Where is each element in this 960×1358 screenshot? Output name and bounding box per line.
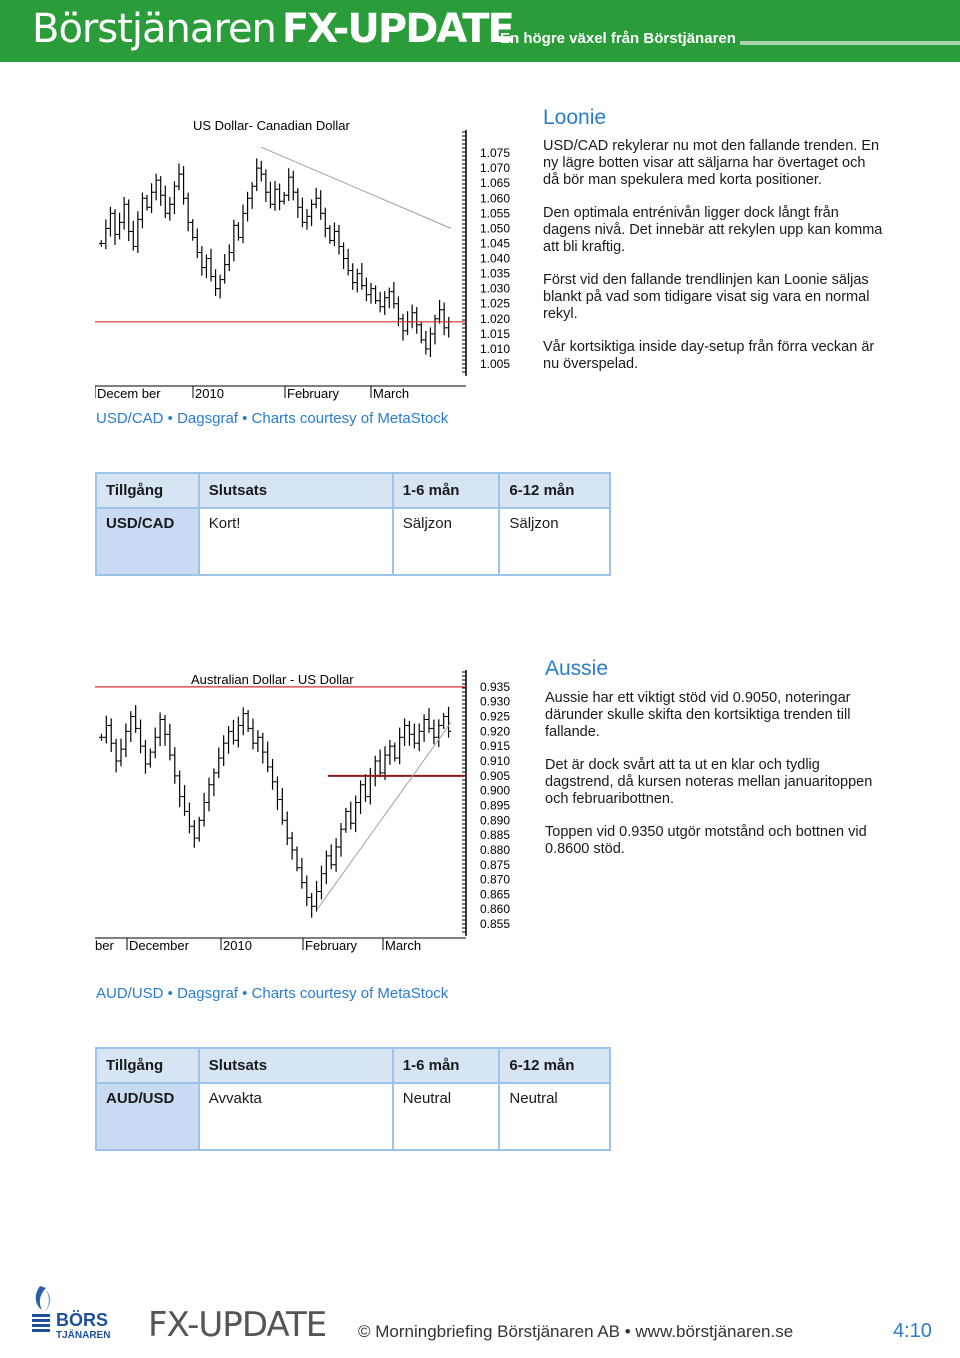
ohlc-bar bbox=[99, 240, 104, 246]
x-tick-label: ber bbox=[95, 938, 114, 953]
x-tick-label: 2010 bbox=[195, 386, 224, 401]
ohlc-bar bbox=[128, 711, 133, 742]
ohlc-bar bbox=[197, 817, 202, 842]
ohlc-bar bbox=[373, 756, 378, 787]
ohlc-bar bbox=[231, 720, 236, 745]
y-tick-label: 1.040 bbox=[480, 251, 511, 266]
ohlc-bar bbox=[181, 166, 186, 205]
table-cell: AUD/USD bbox=[96, 1083, 199, 1150]
ohlc-bar bbox=[363, 774, 368, 802]
ohlc-bar bbox=[109, 718, 114, 752]
ohlc-bar bbox=[270, 759, 275, 790]
ohlc-bar bbox=[346, 249, 351, 276]
ohlc-bar bbox=[158, 712, 163, 746]
usdcad-caption: USD/CAD • Dagsgraf • Charts courtesy of MetaStock bbox=[96, 410, 449, 427]
ohlc-bar bbox=[410, 305, 415, 329]
table-header: 6-12 mån bbox=[499, 1048, 610, 1083]
table-cell: Neutral bbox=[393, 1083, 500, 1150]
ohlc-bar bbox=[428, 327, 433, 357]
ohlc-bar bbox=[251, 719, 256, 750]
ohlc-bar bbox=[369, 283, 374, 304]
ohlc-bar bbox=[268, 182, 273, 209]
y-tick-label: 0.905 bbox=[480, 768, 511, 783]
ohlc-bar bbox=[177, 164, 182, 191]
ohlc-bar bbox=[314, 188, 319, 209]
y-tick-label: 0.900 bbox=[480, 783, 511, 798]
usdcad-table bbox=[95, 472, 611, 576]
table-header: Slutsats bbox=[199, 1048, 393, 1083]
audusd-caption: AUD/USD • Dagsgraf • Charts courtesy of MetaStock bbox=[96, 985, 449, 1002]
ohlc-bar bbox=[285, 811, 290, 845]
ohlc-bar bbox=[309, 199, 314, 226]
chart-title: US Dollar- Canadian Dollar bbox=[193, 118, 350, 133]
ohlc-bar bbox=[117, 213, 122, 240]
ohlc-bar bbox=[327, 225, 332, 244]
ohlc-bar bbox=[387, 740, 392, 765]
ohlc-bar bbox=[138, 720, 143, 754]
ohlc-bar bbox=[218, 275, 223, 299]
table-header: 1-6 mån bbox=[393, 1048, 500, 1083]
ohlc-bar bbox=[163, 186, 168, 219]
ohlc-bar bbox=[318, 190, 323, 220]
usdcad-chart bbox=[95, 108, 530, 408]
table-header-row bbox=[96, 1048, 610, 1083]
ohlc-bar bbox=[145, 195, 150, 211]
brand-title bbox=[32, 6, 513, 52]
ohlc-bar bbox=[423, 331, 428, 355]
audusd-table bbox=[95, 1047, 611, 1151]
audusd-chart bbox=[95, 662, 530, 962]
ohlc-bar bbox=[392, 743, 397, 762]
ohlc-bar bbox=[309, 893, 314, 918]
ohlc-bar bbox=[353, 795, 358, 832]
trendline bbox=[317, 722, 451, 909]
ohlc-bar bbox=[378, 750, 383, 778]
aussie-title: Aussie bbox=[545, 657, 609, 680]
table-row bbox=[96, 1083, 610, 1150]
ohlc-bar bbox=[104, 716, 109, 744]
ohlc-bar bbox=[126, 199, 131, 241]
loonie-paragraph: Den optimala entrénivån ligger dock långt från dagens nivå. Det innebär att rekylen upp kan komma att bli kraftig. bbox=[543, 205, 883, 255]
table-cell: Kort! bbox=[199, 508, 393, 575]
ohlc-bar bbox=[273, 181, 278, 211]
table-cell: Säljzon bbox=[499, 508, 610, 575]
brand-fx-update: FX-UPDATE bbox=[281, 6, 513, 52]
x-tick-label: March bbox=[373, 386, 410, 401]
ohlc-bar bbox=[195, 228, 200, 258]
ohlc-bar bbox=[204, 254, 209, 278]
ohlc-bar bbox=[207, 778, 212, 812]
ohlc-bar bbox=[199, 246, 204, 276]
ohlc-bar bbox=[259, 161, 264, 182]
ohlc-bar bbox=[422, 714, 427, 742]
ohlc-bar bbox=[299, 858, 304, 889]
loonie-paragraph: Först vid den fallande trendlinjen kan Loonie säljas blankt på vad som tidigare visat sig vara en normal rekyl. bbox=[543, 272, 870, 322]
y-tick-label: 0.915 bbox=[480, 739, 511, 754]
y-tick-label: 1.065 bbox=[480, 176, 511, 191]
brand-name: Börstjänaren bbox=[32, 6, 276, 52]
ohlc-bar bbox=[99, 734, 104, 741]
ohlc-bar bbox=[260, 733, 265, 764]
ohlc-bar bbox=[172, 181, 177, 214]
ohlc-bar bbox=[446, 707, 451, 738]
ohlc-bar bbox=[255, 730, 260, 752]
y-tick-label: 0.925 bbox=[480, 709, 511, 724]
ohlc-bar bbox=[368, 768, 373, 805]
ohlc-bar bbox=[123, 723, 128, 757]
ohlc-bar bbox=[236, 222, 241, 241]
y-tick-label: 1.070 bbox=[480, 161, 511, 176]
ohlc-bar bbox=[300, 198, 305, 228]
table-cell: Säljzon bbox=[393, 508, 500, 575]
ohlc-bar bbox=[402, 718, 407, 746]
ohlc-bar bbox=[441, 713, 446, 729]
ohlc-bar bbox=[213, 269, 218, 296]
ohlc-bar bbox=[114, 739, 119, 773]
ohlc-bar bbox=[407, 721, 412, 746]
y-tick-label: 0.870 bbox=[480, 872, 511, 887]
ohlc-bar bbox=[437, 300, 442, 324]
ohlc-bar bbox=[167, 724, 172, 761]
ohlc-bar bbox=[373, 285, 378, 304]
x-tick-label: February bbox=[287, 386, 340, 401]
ohlc-bar bbox=[277, 184, 282, 211]
table-header: 1-6 mån bbox=[393, 473, 500, 508]
ohlc-bar bbox=[154, 174, 159, 201]
ohlc-bar bbox=[245, 192, 250, 222]
ohlc-bar bbox=[355, 269, 360, 293]
y-tick-label: 0.860 bbox=[480, 902, 511, 917]
ohlc-bar bbox=[250, 182, 255, 209]
y-tick-label: 0.910 bbox=[480, 754, 511, 769]
ohlc-bar bbox=[332, 222, 337, 246]
table-cell: Neutral bbox=[499, 1083, 610, 1150]
borstjanaren-logo bbox=[30, 1282, 134, 1342]
y-tick-label: 0.890 bbox=[480, 813, 511, 828]
y-tick-label: 0.875 bbox=[480, 857, 511, 872]
ohlc-bar bbox=[172, 747, 177, 784]
ohlc-bar bbox=[254, 158, 259, 191]
x-tick-label: Decem ber bbox=[97, 386, 161, 401]
ohlc-bar bbox=[119, 739, 124, 767]
ohlc-bar bbox=[133, 705, 138, 733]
ohlc-bar bbox=[334, 838, 339, 872]
ohlc-bar bbox=[246, 710, 251, 732]
ohlc-bar bbox=[182, 785, 187, 816]
y-tick-label: 1.030 bbox=[480, 281, 511, 296]
ohlc-bar bbox=[431, 720, 436, 745]
ohlc-bar bbox=[227, 244, 232, 271]
y-tick-label: 0.855 bbox=[480, 917, 511, 932]
table-header-row bbox=[96, 473, 610, 508]
ohlc-bar bbox=[341, 242, 346, 269]
ohlc-bar bbox=[186, 193, 191, 232]
y-tick-label: 1.045 bbox=[480, 236, 511, 251]
ohlc-bar bbox=[113, 209, 118, 245]
y-tick-label: 0.935 bbox=[480, 679, 511, 694]
ohlc-bar bbox=[348, 802, 353, 830]
table-header: Slutsats bbox=[199, 473, 393, 508]
ohlc-bar bbox=[275, 776, 280, 810]
ohlc-bar bbox=[391, 282, 396, 309]
table-header: 6-12 mån bbox=[499, 473, 610, 508]
ohlc-bar bbox=[177, 771, 182, 808]
y-tick-label: 0.885 bbox=[480, 828, 511, 843]
loonie-title: Loonie bbox=[543, 106, 607, 129]
aussie-paragraph: Toppen vid 0.9350 utgör motstånd och bottnen vid 0.8600 stöd. bbox=[545, 824, 867, 857]
loonie-text bbox=[543, 138, 883, 389]
ohlc-bar bbox=[103, 219, 108, 249]
ohlc-bar bbox=[108, 207, 113, 237]
ohlc-bar bbox=[140, 193, 145, 229]
y-tick-label: 0.895 bbox=[480, 798, 511, 813]
x-tick-label: 2010 bbox=[223, 938, 252, 953]
ohlc-bar bbox=[263, 169, 268, 202]
ohlc-bar bbox=[187, 803, 192, 834]
y-tick-label: 1.010 bbox=[480, 341, 511, 356]
y-tick-label: 1.050 bbox=[480, 221, 511, 236]
ohlc-bar bbox=[350, 263, 355, 290]
x-tick-label: February bbox=[305, 938, 358, 953]
table-header: Tillgång bbox=[96, 473, 199, 508]
ohlc-bar bbox=[329, 844, 334, 869]
ohlc-bar bbox=[295, 188, 300, 218]
ohlc-bar bbox=[135, 211, 140, 253]
aussie-text bbox=[545, 690, 885, 874]
ohlc-bar bbox=[202, 793, 207, 827]
header-rule bbox=[740, 41, 960, 45]
aussie-paragraph: Det är dock svårt att ta ut en klar och tydlig dagstrend, då kursen noteras mellan januaritoppen och februaribottnen. bbox=[545, 757, 873, 807]
ohlc-bar bbox=[417, 723, 422, 751]
ohlc-bar bbox=[324, 851, 329, 885]
ohlc-bar bbox=[163, 715, 168, 746]
y-tick-label: 1.055 bbox=[480, 206, 511, 221]
ohlc-bar bbox=[131, 221, 136, 251]
y-tick-label: 0.865 bbox=[480, 887, 511, 902]
ohlc-bar bbox=[446, 317, 451, 338]
ohlc-bar bbox=[231, 220, 236, 262]
y-tick-label: 1.035 bbox=[480, 266, 511, 281]
table-row bbox=[96, 508, 610, 575]
ohlc-bar bbox=[153, 728, 158, 759]
footer-copyright: © Morningbriefing Börstjänaren AB • www.börstjänaren.se bbox=[358, 1322, 794, 1341]
ohlc-bar bbox=[427, 708, 432, 733]
butterfly-wing-icon bbox=[44, 1290, 50, 1312]
ohlc-bar bbox=[158, 176, 163, 206]
ohlc-bar bbox=[148, 749, 153, 768]
y-tick-label: 1.005 bbox=[480, 356, 511, 371]
ohlc-bar bbox=[143, 740, 148, 774]
ohlc-bar bbox=[358, 780, 363, 814]
ohlc-bar bbox=[192, 820, 197, 848]
ohlc-bar bbox=[378, 292, 383, 313]
y-tick-label: 0.920 bbox=[480, 724, 511, 739]
ohlc-bar bbox=[343, 808, 348, 833]
ohlc-bar bbox=[226, 726, 231, 754]
ohlc-bar bbox=[286, 168, 291, 201]
ohlc-bar bbox=[222, 254, 227, 284]
ohlc-bar bbox=[433, 315, 438, 345]
ohlc-bar bbox=[337, 225, 342, 255]
x-tick-label: December bbox=[129, 938, 189, 953]
ohlc-bar bbox=[414, 307, 419, 334]
ohlc-bar bbox=[291, 171, 296, 201]
ohlc-bar bbox=[167, 197, 172, 221]
ohlc-bar bbox=[211, 768, 216, 796]
ohlc-bar bbox=[323, 208, 328, 238]
footer-fx-update: FX-UPDATE bbox=[148, 1305, 327, 1345]
ohlc-bar bbox=[305, 209, 310, 230]
ohlc-bar bbox=[339, 823, 344, 857]
ohlc-bar bbox=[290, 832, 295, 860]
ohlc-bar bbox=[216, 747, 221, 778]
table-header: Tillgång bbox=[96, 1048, 199, 1083]
y-tick-label: 1.015 bbox=[480, 326, 511, 341]
y-tick-label: 1.075 bbox=[480, 146, 511, 161]
logo-line1: BÖRS bbox=[56, 1310, 109, 1330]
brand-tagline: En högre växel från Börstjänaren bbox=[500, 30, 736, 47]
ohlc-bar bbox=[304, 876, 309, 907]
ohlc-bar bbox=[319, 866, 324, 900]
ohlc-bar bbox=[241, 204, 246, 243]
ohlc-bar bbox=[282, 192, 287, 205]
ohlc-bar bbox=[412, 724, 417, 749]
ohlc-bar bbox=[236, 717, 241, 748]
loonie-paragraph: Vår kortsiktiga inside day-setup från förra veckan är nu överspelad. bbox=[543, 339, 875, 372]
ohlc-bar bbox=[387, 288, 392, 309]
ohlc-bar bbox=[419, 322, 424, 344]
y-tick-label: 0.880 bbox=[480, 842, 511, 857]
ohlc-bar bbox=[401, 314, 406, 341]
ohlc-bar bbox=[382, 291, 387, 315]
ohlc-bar bbox=[397, 728, 402, 765]
ohlc-bar bbox=[149, 183, 154, 213]
ohlc-bar bbox=[265, 742, 270, 773]
ohlc-bar bbox=[241, 707, 246, 735]
ohlc-bar bbox=[359, 263, 364, 290]
ohlc-bar bbox=[209, 249, 214, 282]
y-tick-label: 0.930 bbox=[480, 694, 511, 709]
ohlc-bar bbox=[405, 311, 410, 335]
y-tick-label: 1.020 bbox=[480, 311, 511, 326]
trendline bbox=[261, 147, 451, 228]
butterfly-icon bbox=[36, 1286, 46, 1310]
table-cell: Avvakta bbox=[199, 1083, 393, 1150]
ohlc-bar bbox=[190, 219, 195, 241]
x-tick-label: March bbox=[385, 938, 422, 953]
y-tick-label: 1.025 bbox=[480, 296, 511, 311]
loonie-paragraph: USD/CAD rekylerar nu mot den fallande trenden. En ny lägre botten visar att säljarna har övertaget och då bör man spekulera med korta positioner. bbox=[543, 138, 880, 188]
aussie-paragraph: Aussie har ett viktigt stöd vid 0.9050, noteringar därunder skulle skifta den kortsiktiga trenden till fallande. bbox=[545, 690, 851, 740]
ohlc-bar bbox=[442, 302, 447, 335]
logo-line2: TJÄNAREN bbox=[56, 1330, 111, 1341]
page-number: 4:10 bbox=[893, 1320, 932, 1342]
ohlc-bar bbox=[280, 788, 285, 825]
ohlc-bar bbox=[221, 735, 226, 766]
chart-title: Australian Dollar - US Dollar bbox=[191, 672, 354, 687]
ohlc-bar bbox=[295, 846, 300, 871]
table-cell: USD/CAD bbox=[96, 508, 199, 575]
ohlc-bar bbox=[122, 197, 127, 230]
ohlc-bar bbox=[364, 278, 369, 302]
y-tick-label: 1.060 bbox=[480, 191, 511, 206]
